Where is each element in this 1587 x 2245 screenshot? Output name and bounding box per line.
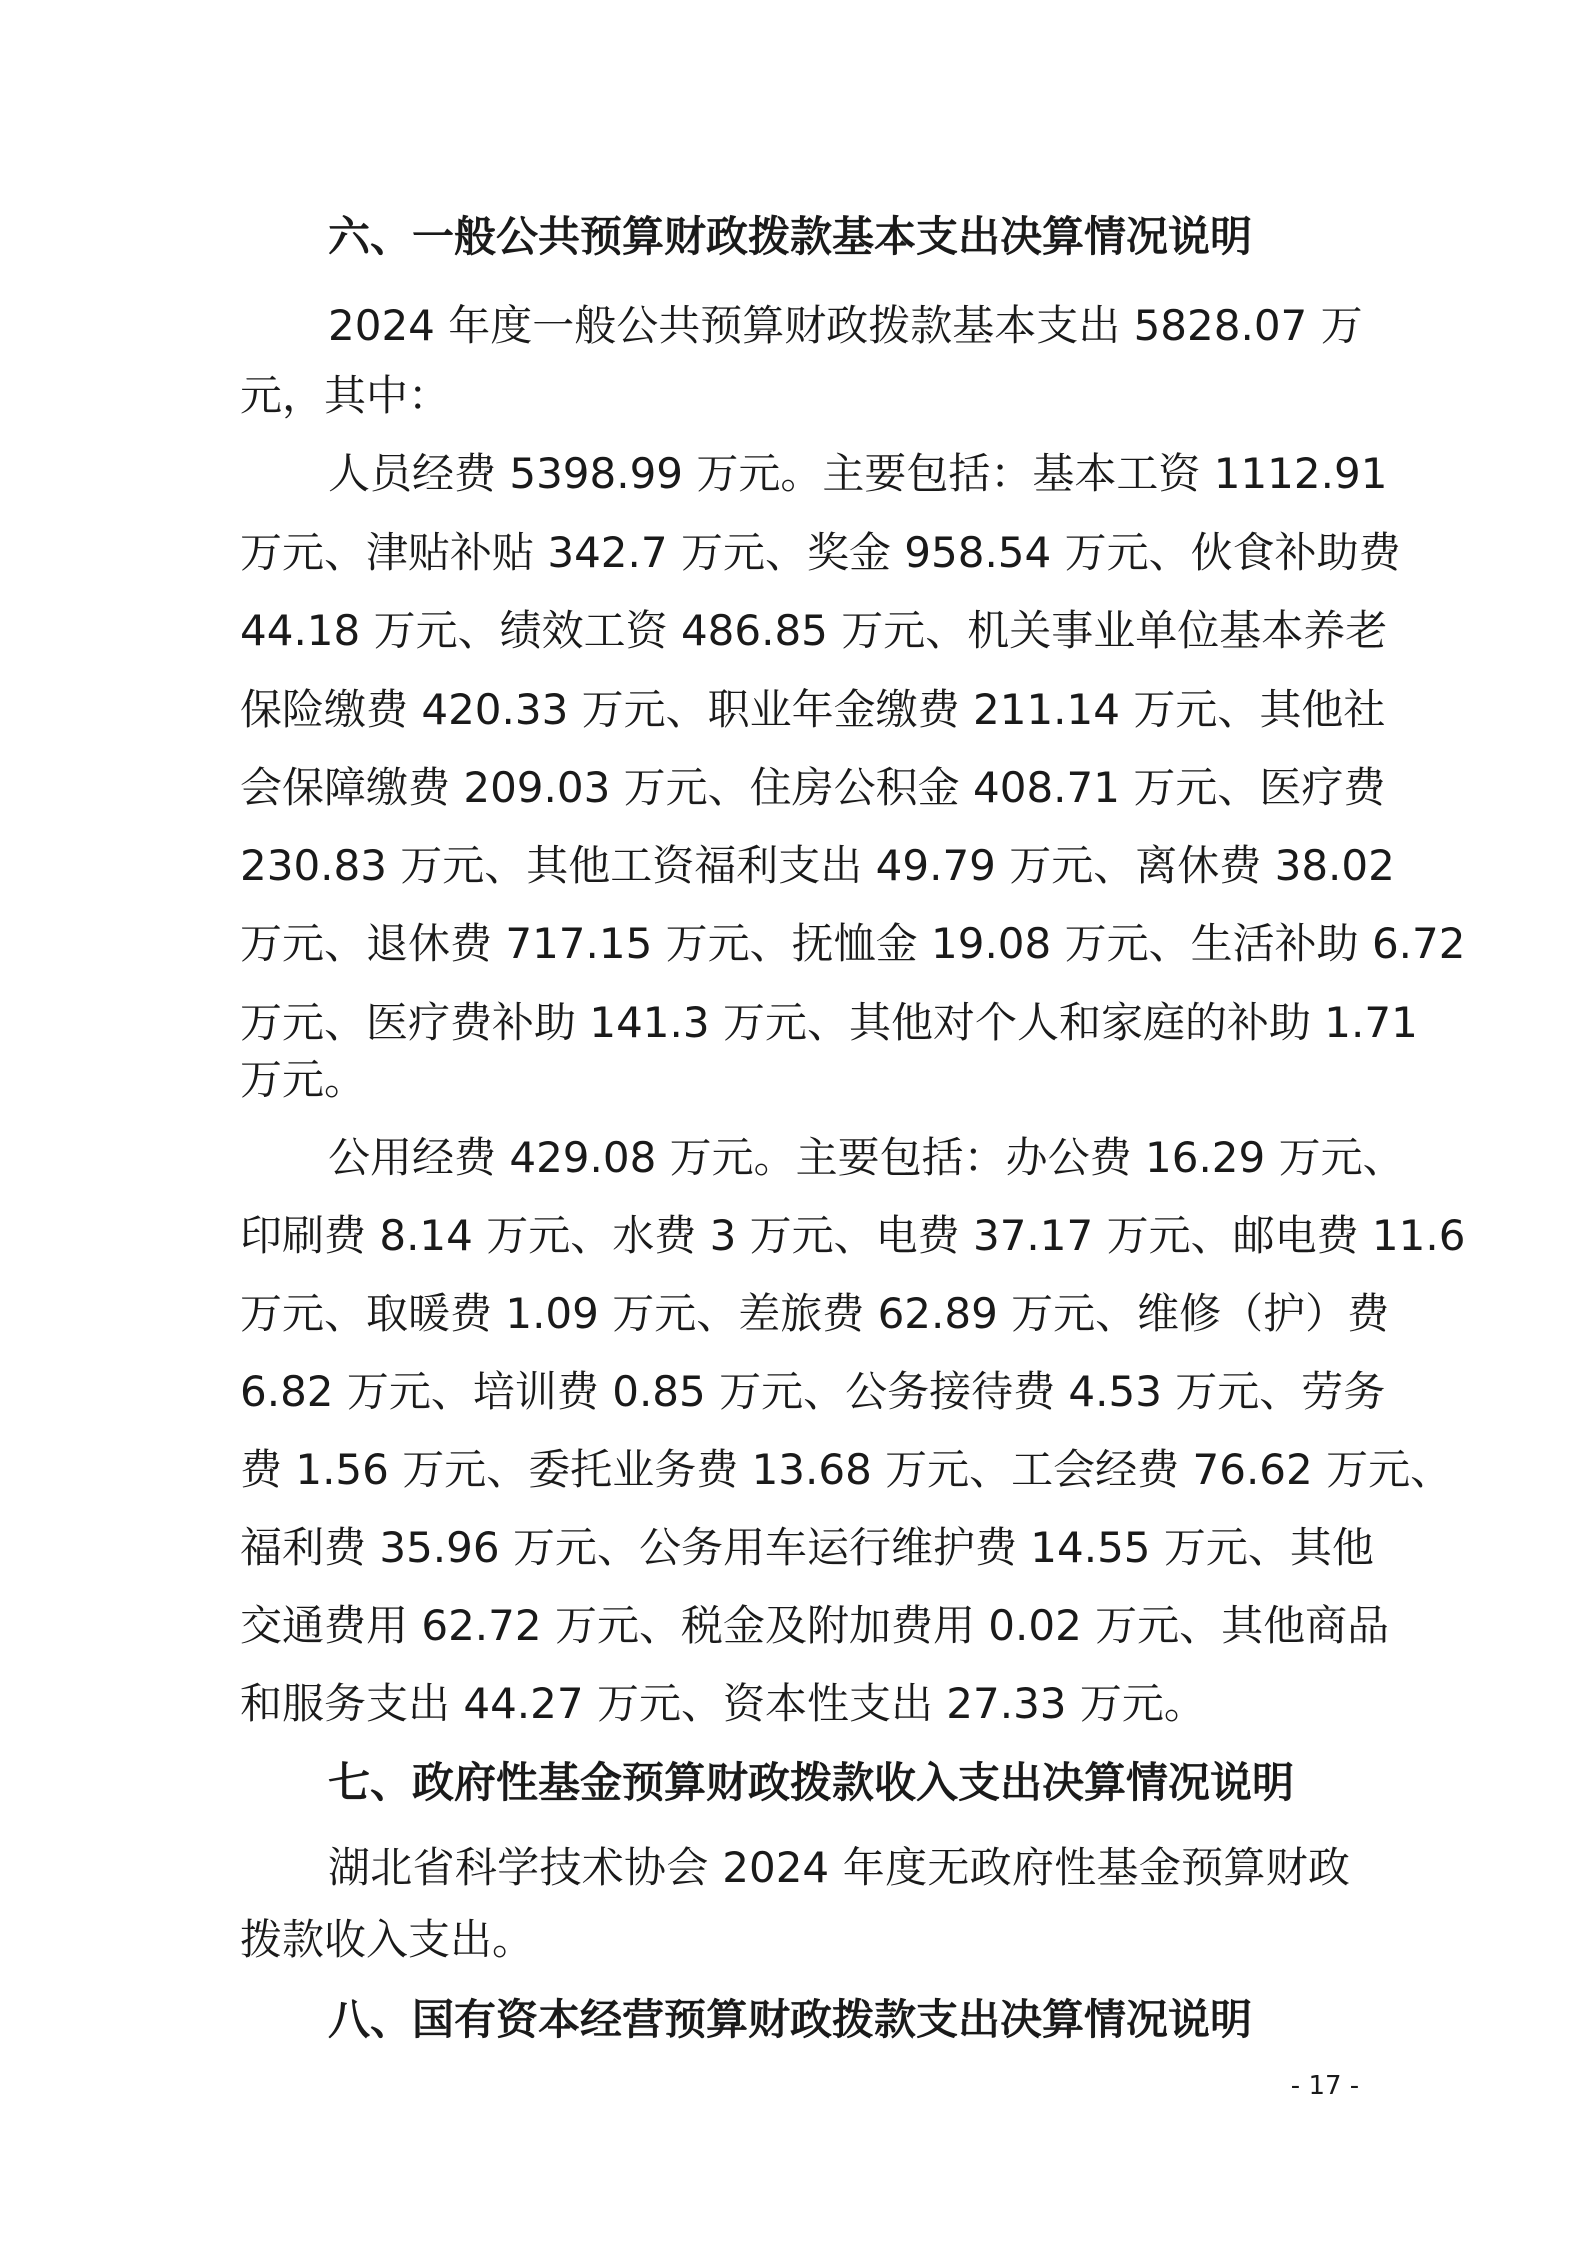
paragraph-line: 和服务支出 44.27 万元、资本性支出 27.33 万元。 xyxy=(240,1679,1206,1728)
paragraph-line: 6.82 万元、培训费 0.85 万元、公务接待费 4.53 万元、劳务 xyxy=(240,1367,1386,1416)
section-heading-6: 六、一般公共预算财政拨款基本支出决算情况说明 xyxy=(328,212,1253,261)
paragraph-line: 万元、津贴补贴 342.7 万元、奖金 958.54 万元、伙食补助费 xyxy=(240,528,1401,577)
paragraph-line: 万元、退休费 717.15 万元、抚恤金 19.08 万元、生活补助 6.72 xyxy=(240,919,1466,968)
paragraph-line: 费 1.56 万元、委托业务费 13.68 万元、工会经费 76.62 万元、 xyxy=(240,1445,1453,1494)
paragraph-line: 印刷费 8.14 万元、水费 3 万元、电费 37.17 万元、邮电费 11.6 xyxy=(240,1211,1466,1260)
paragraph-line: 湖北省科学技术协会 2024 年度无政府性基金预算财政 xyxy=(328,1843,1350,1892)
paragraph-line: 福利费 35.96 万元、公务用车运行维护费 14.55 万元、其他 xyxy=(240,1523,1374,1572)
paragraph-line: 万元、医疗费补助 141.3 万元、其他对个人和家庭的补助 1.71 xyxy=(240,998,1418,1047)
paragraph-line: 万元。 xyxy=(240,1055,367,1104)
paragraph-line: 交通费用 62.72 万元、税金及附加费用 0.02 万元、其他商品 xyxy=(240,1601,1390,1650)
paragraph-line: 人员经费 5398.99 万元。主要包括：基本工资 1112.91 xyxy=(328,449,1388,498)
paragraph-line: 元，其中： xyxy=(240,371,451,420)
section-heading-7: 七、政府性基金预算财政拨款收入支出决算情况说明 xyxy=(328,1758,1295,1807)
page-number: - 17 - xyxy=(1290,2071,1360,2101)
paragraph-line: 拨款收入支出。 xyxy=(240,1915,535,1964)
paragraph-line: 万元、取暖费 1.09 万元、差旅费 62.89 万元、维修（护）费 xyxy=(240,1289,1390,1338)
paragraph-line: 230.83 万元、其他工资福利支出 49.79 万元、离休费 38.02 xyxy=(240,841,1395,890)
paragraph-line: 44.18 万元、绩效工资 486.85 万元、机关事业单位基本养老 xyxy=(240,606,1388,655)
paragraph-line: 会保障缴费 209.03 万元、住房公积金 408.71 万元、医疗费 xyxy=(240,763,1386,812)
section-heading-8: 八、国有资本经营预算财政拨款支出决算情况说明 xyxy=(328,1995,1253,2044)
paragraph-line: 2024 年度一般公共预算财政拨款基本支出 5828.07 万 xyxy=(328,301,1363,350)
paragraph-line: 保险缴费 420.33 万元、职业年金缴费 211.14 万元、其他社 xyxy=(240,685,1386,734)
paragraph-line: 公用经费 429.08 万元。主要包括：办公费 16.29 万元、 xyxy=(328,1133,1405,1182)
